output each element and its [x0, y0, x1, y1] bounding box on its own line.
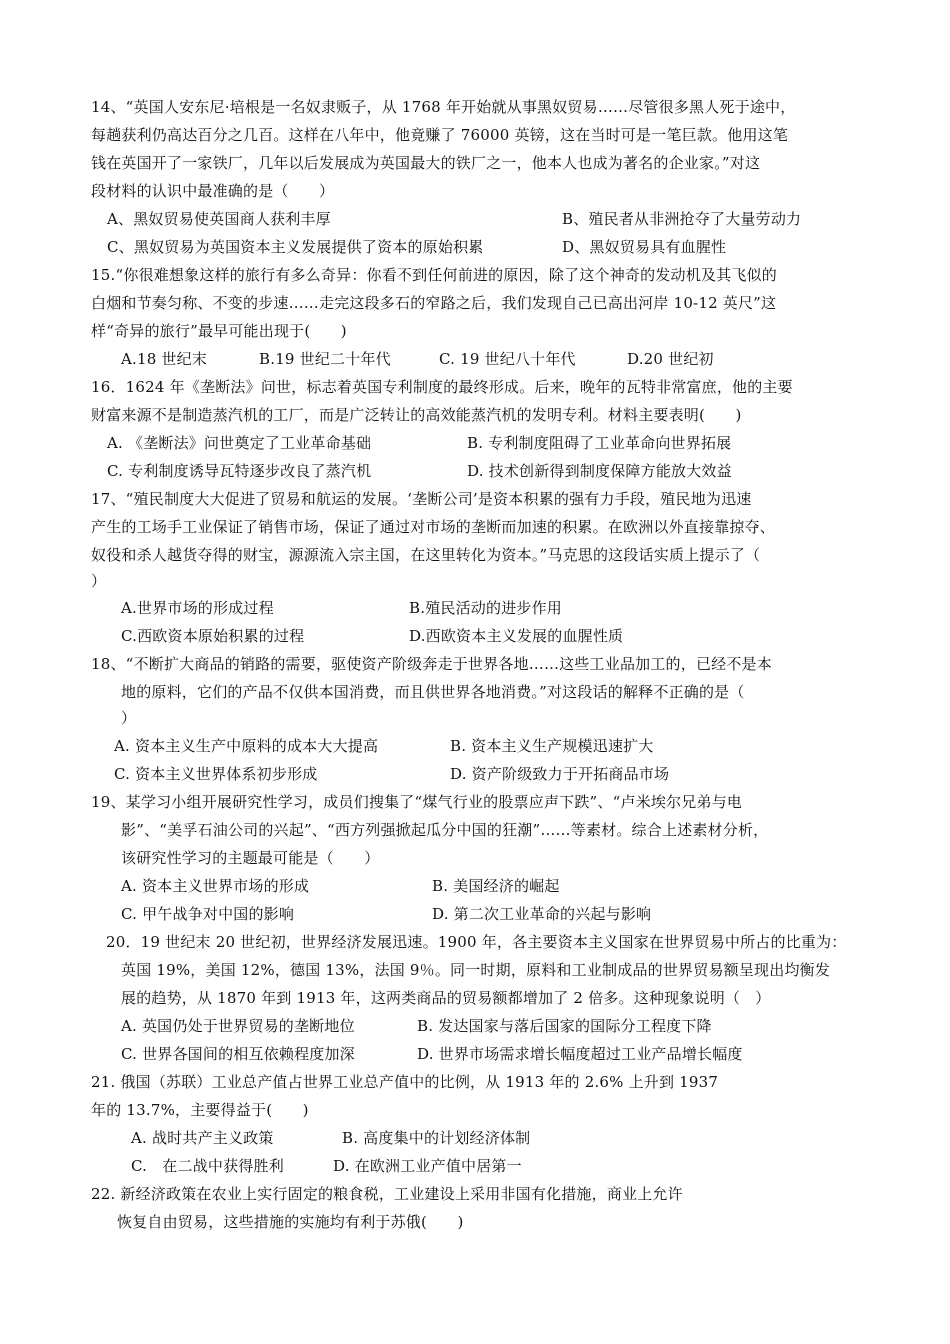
option-c: C. 世界各国间的相互依赖程度加深: [121, 1045, 355, 1063]
option-c: C、黑奴贸易为英国资本主义发展提供了资本的原始积累: [107, 238, 484, 256]
option-c: C.西欧资本原始积累的过程: [121, 627, 305, 645]
option-c: C. 19 世纪八十年代: [439, 350, 576, 368]
option-a: A.世界市场的形成过程: [121, 599, 274, 617]
option-d: D. 第二次工业革命的兴起与影响: [432, 905, 652, 923]
question-text-line: 年的 13.7%，主要得益于( ): [91, 1101, 309, 1119]
option-d: D、黑奴贸易具有血腥性: [562, 238, 727, 256]
question-text-line: 18、“不断扩大商品的销路的需要，驱使资产阶级奔走于世界各地……这些工业品加工的，已经不是本: [91, 655, 772, 673]
option-d: D. 在欧洲工业产值中居第一: [333, 1157, 522, 1175]
question-text-line: 每趟获利仍高达百分之几百。这样在八年中，他竟赚了 76000 英镑，这在当时可是一笔巨款。他用这笔: [91, 126, 789, 144]
question-text-line: 奴役和杀人越货夺得的财宝，源源流入宗主国，在这里转化为资本。”马克思的这段话实质上提示了（: [91, 546, 761, 564]
option-b: B. 发达国家与落后国家的国际分工程度下降: [417, 1017, 712, 1035]
option-b: B.殖民活动的进步作用: [409, 599, 562, 617]
question-text-line: 样“奇异的旅行”最早可能出现于( ): [91, 322, 347, 340]
question-text-line: 段材料的认识中最准确的是（ ）: [91, 182, 335, 200]
option-a: A. 资本主义世界市场的形成: [121, 877, 310, 895]
option-a: A. 战时共产主义政策: [131, 1129, 274, 1147]
option-b: B. 美国经济的崛起: [432, 877, 560, 895]
option-b: B. 专利制度阻碍了工业革命向世界拓展: [467, 434, 732, 452]
option-a: A、黑奴贸易使英国商人获利丰厚: [107, 210, 331, 228]
option-d: D.西欧资本主义发展的血腥性质: [409, 627, 624, 645]
question-text-line: 22. 新经济政策在农业上实行固定的粮食税，工业建设上采用非国有化措施，商业上允许: [91, 1185, 683, 1203]
question-text-line: 财富来源不是制造蒸汽机的工厂，而是广泛转让的高效能蒸汽机的发明专利。材料主要表明( ): [91, 406, 742, 424]
question-text-line: 17、“殖民制度大大促进了贸易和航运的发展。‘垄断公司’是资本积累的强有力手段，殖民地为迅速: [91, 490, 752, 508]
question-text-line: ）: [121, 709, 137, 727]
question-text-line: 产生的工场手工业保证了销售市场，保证了通过对市场的垄断而加速的积累。在欧洲以外直接靠掠夺、: [91, 518, 776, 536]
question-text-line: 钱在英国开了一家铁厂，几年以后发展成为英国最大的铁厂之一，他本人也成为著名的企业家。”对这: [91, 154, 761, 172]
question-text-line: 19、某学习小组开展研究性学习，成员们搜集了“煤气行业的股票应声下跌”、“卢米埃尔兄弟与电: [91, 793, 743, 811]
option-a: A. 英国仍处于世界贸易的垄断地位: [121, 1017, 355, 1035]
question-text-line: 影”、“美孚石油公司的兴起”、“西方列强掀起瓜分中国的狂潮”……等素材。综合上述素材分析，: [121, 821, 769, 839]
option-a: A. 《垄断法》问世奠定了工业革命基础: [107, 434, 372, 452]
question-text-line: 21. 俄国（苏联）工业总产值占世界工业总产值中的比例，从 1913 年的 2.6% 上升到 1937: [91, 1073, 719, 1091]
option-d: D. 世界市场需求增长幅度超过工业产品增长幅度: [417, 1045, 743, 1063]
option-a: A.18 世纪末: [121, 350, 208, 368]
question-text-line: 20．19 世纪末 20 世纪初，世界经济发展迅速。1900 年，各主要资本主义国家在世界贸易中所占的比重为：: [106, 933, 847, 951]
option-d: D. 技术创新得到制度保障方能放大效益: [467, 462, 732, 480]
question-text-line: 英国 19%，美国 12%，德国 13%，法国 9％。同一时期，原料和工业制成品的世界贸易额呈现出均衡发: [121, 961, 831, 979]
question-text-line: 恢复自由贸易，这些措施的实施均有利于苏俄( ): [117, 1213, 464, 1231]
option-c: C. 甲午战争对中国的影响: [121, 905, 295, 923]
option-c: C. 在二战中获得胜利: [131, 1157, 284, 1175]
option-a: A. 资本主义生产中原料的成本大大提高: [114, 737, 379, 755]
option-b: B、殖民者从非洲抢夺了大量劳动力: [562, 210, 802, 228]
question-text-line: 地的原料，它们的产品不仅供本国消费，而且供世界各地消费。”对这段话的解释不正确的是（: [121, 683, 745, 701]
option-b: B. 资本主义生产规模迅速扩大: [450, 737, 654, 755]
question-text-line: 16．1624 年《垄断法》问世，标志着英国专利制度的最终形成。后来，晚年的瓦特非常富庶，他的主要: [91, 378, 793, 396]
option-c: C. 专利制度诱导瓦特逐步改良了蒸汽机: [107, 462, 372, 480]
question-text-line: 展的趋势，从 1870 年到 1913 年，这两类商品的贸易额都增加了 2 倍多。这种现象说明（ ）: [121, 989, 771, 1007]
option-c: C. 资本主义世界体系初步形成: [114, 765, 318, 783]
option-d: D.20 世纪初: [627, 350, 714, 368]
option-d: D. 资产阶级致力于开拓商品市场: [450, 765, 670, 783]
question-text-line: 该研究性学习的主题最可能是（ ）: [121, 849, 380, 867]
question-text-line: 14、“英国人安东尼·培根是一名奴隶贩子，从 1768 年开始就从事黑奴贸易……尽管很多黑人死于途中，: [91, 98, 796, 116]
question-text-line: ）: [91, 572, 107, 590]
question-text-line: 15.“你很难想象这样的旅行有多么奇异：你看不到任何前进的原因，除了这个神奇的发动机及其飞似的: [91, 266, 777, 284]
question-text-line: 白烟和节奏匀称、不变的步速……走完这段多石的窄路之后，我们发现自己已高出河岸 10-12 英尺”这: [91, 294, 777, 312]
option-b: B. 高度集中的计划经济体制: [342, 1129, 531, 1147]
option-b: B.19 世纪二十年代: [259, 350, 391, 368]
